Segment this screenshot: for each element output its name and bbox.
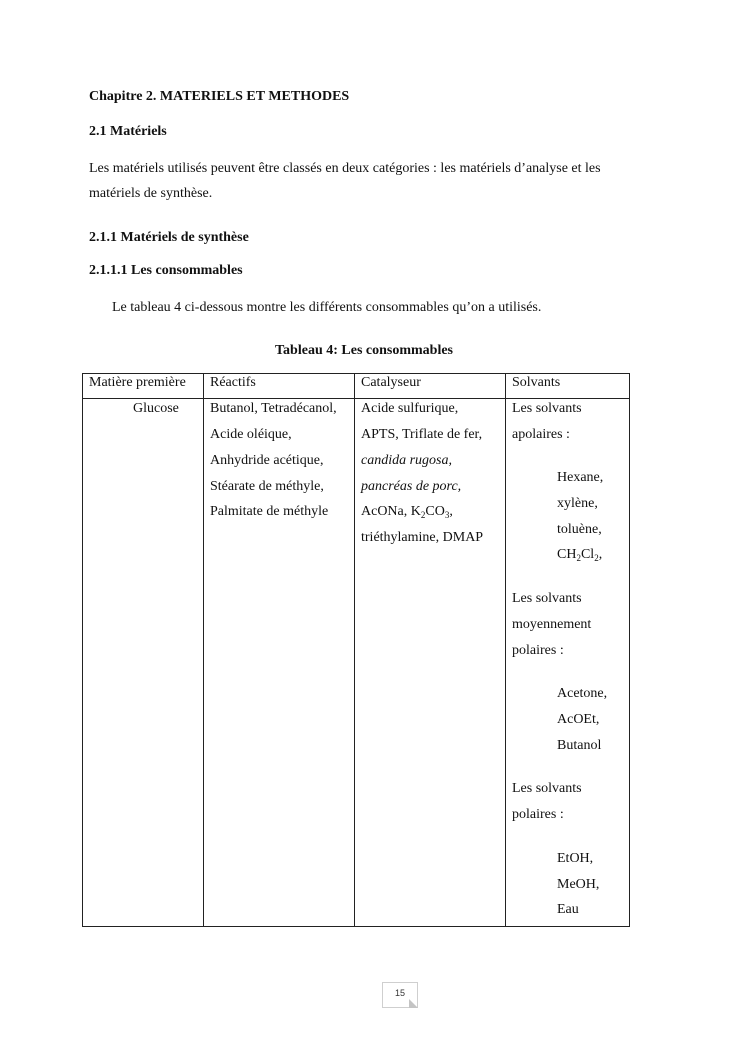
solvant-item-ch2cl2: $CH_2Cl_2$, [557, 547, 603, 563]
reactif-item: Acide oléique, [210, 427, 292, 442]
table-column-divider [354, 374, 355, 926]
table-column-divider [203, 374, 204, 926]
cell-matiere-glucose: Glucose [133, 401, 179, 416]
intro-paragraph-line-1: Les matériels utilisés peuvent être classés en deux catégories : les matériels d’analyse et les [89, 161, 601, 176]
solvant-group-heading: polaires : [512, 807, 564, 822]
solvant-group-heading: moyennement [512, 617, 592, 632]
solvant-item: toluène, [557, 522, 602, 537]
solvant-group-heading: apolaires : [512, 427, 570, 442]
page-number: 15 [382, 982, 418, 1008]
table-caption: Tableau 4: Les consommables [275, 343, 454, 358]
table-header-divider [83, 398, 629, 399]
page-curl-icon [409, 999, 418, 1008]
solvant-item: Hexane, [557, 470, 604, 485]
table-column-divider [505, 374, 506, 926]
table-header-solvants: Solvants [512, 375, 561, 390]
catalyseur-item: APTS, Triflate de fer, [361, 427, 483, 442]
solvant-group-heading: Les solvants [512, 781, 582, 796]
solvant-item: Butanol [557, 738, 602, 753]
catalyseur-item: Acide sulfurique, [361, 401, 459, 416]
section-heading-2-1-1: 2.1.1 Matériels de synthèse [89, 230, 249, 245]
table-header-catalyseur: Catalyseur [361, 375, 421, 390]
solvant-item: MeOH, [557, 877, 600, 892]
solvant-item: EtOH, [557, 851, 594, 866]
table-header-reactifs: Réactifs [210, 375, 256, 390]
catalyseur-item-enzyme: candida rugosa, [361, 453, 452, 468]
table-header-matiere: Matière première [89, 375, 186, 390]
solvant-item: Eau [557, 902, 579, 917]
solvant-group-heading: Les solvants [512, 401, 582, 416]
catalyseur-item-acona-k2co3: AcONa, $K_2CO_3$, [361, 504, 453, 520]
solvant-group-heading: Les solvants [512, 591, 582, 606]
solvant-group-heading: polaires : [512, 643, 564, 658]
catalyseur-item-enzyme: pancréas de porc, [361, 479, 462, 494]
section-heading-2-1-1-1: 2.1.1.1 Les consommables [89, 263, 243, 278]
table-intro-text: Le tableau 4 ci-dessous montre les différents consommables qu’on a utilisés. [112, 300, 542, 315]
reactif-item: Palmitate de méthyle [210, 504, 329, 519]
reactif-item: Butanol, Tetradécanol, [210, 401, 337, 416]
intro-paragraph-line-2: matériels de synthèse. [89, 186, 213, 201]
chapter-title: Chapitre 2. MATERIELS ET METHODES [89, 89, 350, 104]
solvant-item: AcOEt, [557, 712, 600, 727]
catalyseur-item: triéthylamine, DMAP [361, 530, 484, 545]
solvant-item: xylène, [557, 496, 598, 511]
reactif-item: Anhydride acétique, [210, 453, 324, 468]
section-heading-2-1: 2.1 Matériels [89, 124, 167, 139]
reactif-item: Stéarate de méthyle, [210, 479, 324, 494]
solvant-item: Acetone, [557, 686, 608, 701]
